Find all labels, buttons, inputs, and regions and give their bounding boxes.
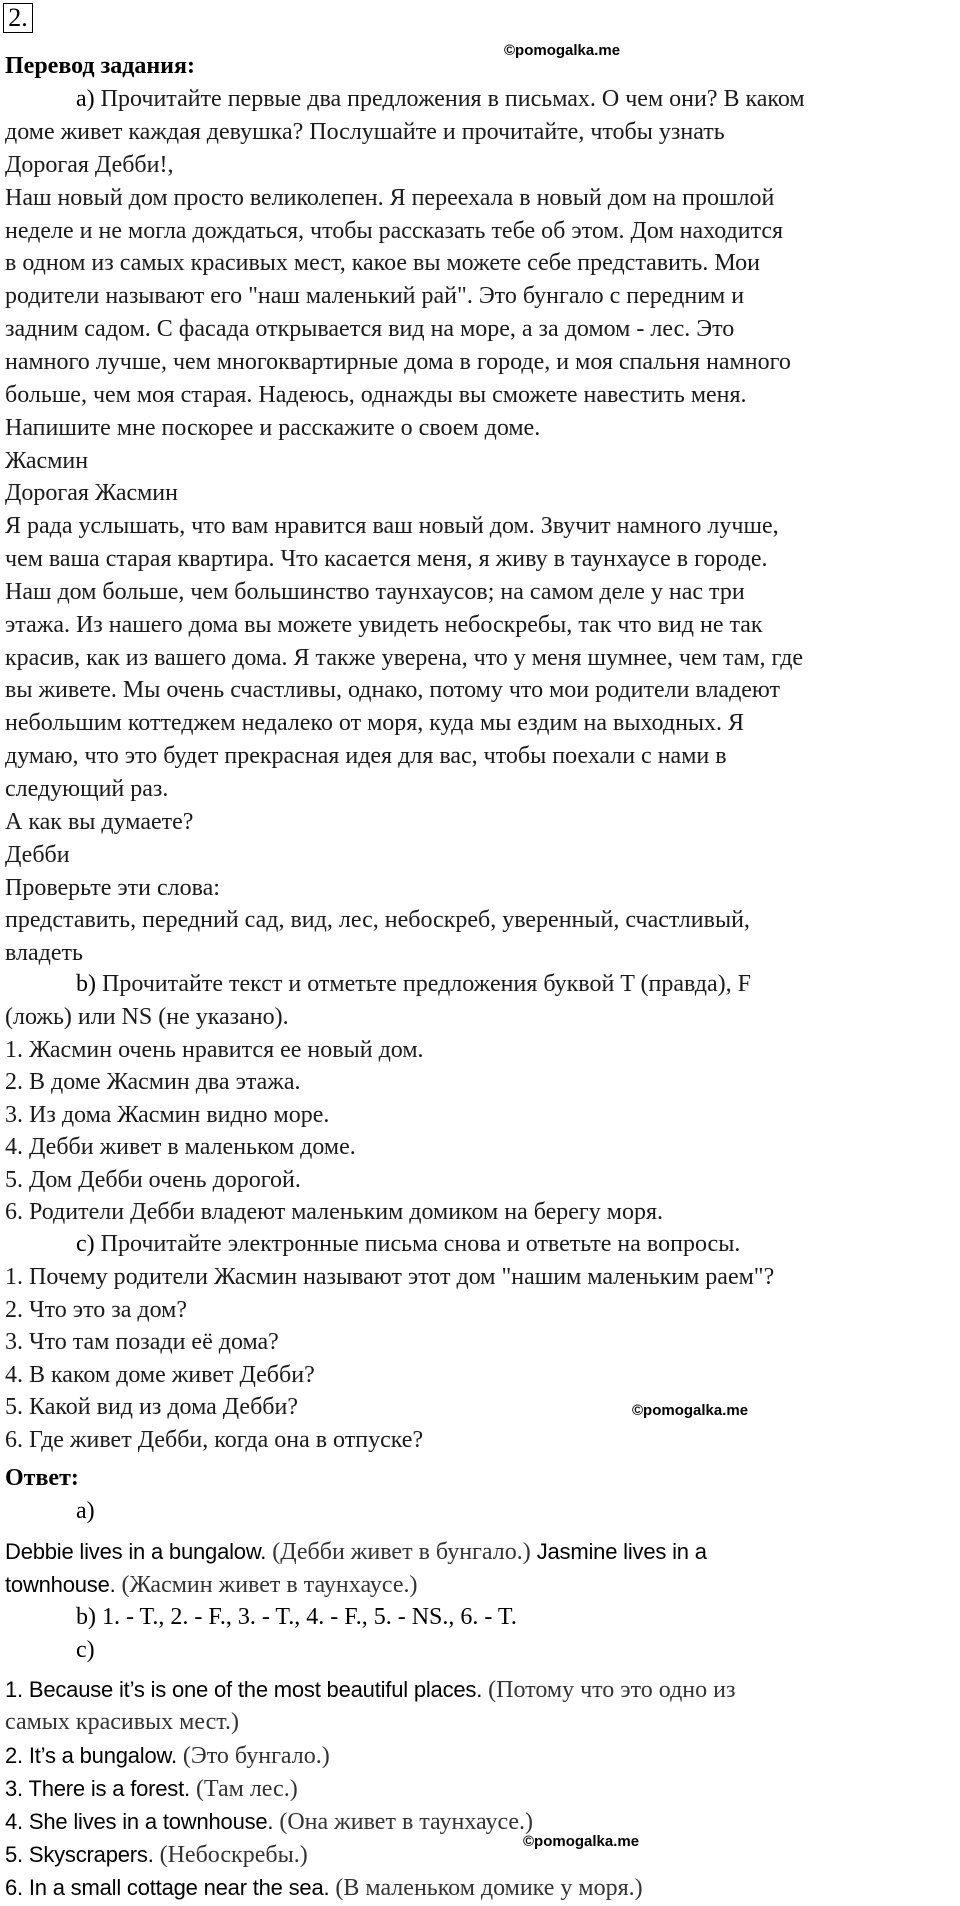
text-line: владеть <box>5 940 83 967</box>
part-text: Прочитайте текст и отметьте предложения буквой T (правда), F <box>96 971 751 997</box>
translation-a-intro <box>76 86 805 113</box>
text-line: А как вы думаете? <box>5 808 194 835</box>
text-line: представить, передний сад, вид, лес, небоскреб, уверенный, счастливый, <box>5 907 750 934</box>
text-line: этажа. Из нашего дома вы можете увидеть небоскребы, так что вид не так <box>5 611 763 638</box>
answer-english-text: 5. Skyscrapers. <box>5 1842 154 1867</box>
answer-russian-text: самых красивых мест.) <box>5 1709 239 1735</box>
part-text: Прочитайте первые два предложения в письмах. О чем они? В каком <box>94 86 805 112</box>
text-line: 5. Дом Дебби очень дорогой. <box>5 1166 301 1193</box>
text-line: неделе и не могла дождаться, чтобы рассказать тебе об этом. Дом находится <box>5 217 784 244</box>
text-line: 3. Из дома Жасмин видно море. <box>5 1101 330 1128</box>
text-line: небольшим коттеджем недалеко от моря, куда мы ездим на выходных. Я <box>5 710 745 737</box>
answer-c-line <box>5 1742 330 1770</box>
text-line: доме живет каждая девушка? Послушайте и прочитайте, чтобы узнать <box>5 119 725 145</box>
task-number: 2. <box>3 3 33 33</box>
text-line: 5. Какой вид из дома Дебби? <box>5 1394 299 1420</box>
answer-russian-text: (Там лес.) <box>189 1776 298 1802</box>
text-line: следующий раз. <box>5 776 169 802</box>
translation-heading: Перевод задания: <box>5 53 195 79</box>
answer-c-line <box>5 1775 298 1803</box>
text-line: Дорогая Дебби!, <box>5 151 174 178</box>
text-line: намного лучше, чем многоквартирные дома в городе, и моя спальня намного <box>5 348 791 375</box>
text-line: родители называют его "наш маленький рай". Это бунгало с передним и <box>5 283 745 310</box>
answer-a-line <box>5 1538 707 1566</box>
text-line: Дебби <box>5 841 70 868</box>
text-line: 4. В каком доме живет Дебби? <box>5 1361 315 1388</box>
text-line: 4. Дебби живет в маленьком доме. <box>5 1134 356 1160</box>
answer-russian-text: (В маленьком домике у моря.) <box>329 1875 643 1901</box>
text-line: Напишите мне поскорее и расскажите о своем доме. <box>5 414 541 441</box>
text-line: в одном из самых красивых мест, какое вы можете себе представить. Мои <box>5 250 760 277</box>
part-label: a) <box>76 86 95 112</box>
answer-a-line <box>5 1571 417 1599</box>
answer-c-line <box>5 1676 735 1704</box>
watermark: ©pomogalka.me <box>523 1833 640 1850</box>
answer-a-label: a) <box>76 1498 95 1524</box>
answer-english-text: 4. She lives in a townhouse. <box>5 1809 274 1834</box>
text-line: Жасмин <box>5 447 89 474</box>
answer-heading: Ответ: <box>5 1465 79 1491</box>
text-line: 1. Жасмин очень нравится ее новый дом. <box>5 1036 424 1063</box>
text-line: задним садом. С фасада открывается вид на море, а за домом - лес. Это <box>5 316 735 343</box>
text-line: Наш новый дом просто великолепен. Я переехала в новый дом на прошлой <box>5 184 775 211</box>
answer-english-text: Debbie lives in a bungalow. <box>5 1539 267 1564</box>
answer-c-line <box>5 1709 239 1736</box>
text-line: красив, как из вашего дома. Я также уверена, что у меня шумнее, чем там, где <box>5 644 804 671</box>
answer-c-line <box>5 1841 308 1869</box>
answer-c-label: c) <box>76 1637 95 1663</box>
text-line: Дорогая Жасмин <box>5 480 178 507</box>
part-label: b) <box>76 971 96 997</box>
answer-b-line: b) 1. - T., 2. - F., 3. - T., 4. - F., 5. - NS., 6. - T. <box>76 1604 517 1630</box>
text-line: 1. Почему родители Жасмин называют этот дом "нашим маленьким раем"? <box>5 1264 775 1290</box>
answer-english-text: 1. Because it’s is one of the most beautiful places. <box>5 1677 483 1702</box>
text-line: 2. В доме Жасмин два этажа. <box>5 1069 301 1095</box>
text-line: вы живете. Мы очень счастливы, однако, потому что мои родители владеют <box>5 677 781 704</box>
answer-russian-text: (Дебби живет в бунгало.) <box>266 1539 537 1565</box>
answer-c-line <box>5 1874 643 1902</box>
answer-english-text: Jasmine lives in a <box>536 1539 707 1564</box>
translation-b-intro <box>76 971 751 998</box>
watermark: ©pomogalka.me <box>504 42 621 59</box>
answer-russian-text: (Жасмин живет в таунхаусе.) <box>115 1572 418 1598</box>
answer-russian-text: (Небоскребы.) <box>153 1842 308 1868</box>
text-line: больше, чем моя старая. Надеюсь, однажды вы сможете навестить меня. <box>5 381 747 408</box>
watermark: ©pomogalka.me <box>632 1402 749 1419</box>
answer-russian-text: (Потому что это одно из <box>482 1677 736 1703</box>
answer-english-text: townhouse. <box>5 1572 116 1597</box>
text-line: 6. Где живет Дебби, когда она в отпуске? <box>5 1426 424 1453</box>
answer-russian-text: (Она живет в таунхаусе.) <box>273 1809 534 1835</box>
answer-c-line <box>5 1808 533 1836</box>
answer-english-text: 3. There is a forest. <box>5 1776 190 1801</box>
answer-russian-text: (Это бунгало.) <box>176 1743 330 1769</box>
translation-c-intro <box>76 1231 740 1258</box>
text-line: 6. Родители Дебби владеют маленьким домиком на берегу моря. <box>5 1199 663 1225</box>
answer-english-text: 6. In a small cottage near the sea. <box>5 1875 330 1900</box>
text-line: Проверьте эти слова: <box>5 874 220 901</box>
text-line: думаю, что это будет прекрасная идея для вас, чтобы поехали с нами в <box>5 743 727 770</box>
text-line: Наш дом больше, чем большинство таунхаусов; на самом деле у нас три <box>5 578 745 605</box>
text-line: Я рада услышать, что вам нравится ваш новый дом. Звучит намного лучше, <box>5 513 779 540</box>
answer-english-text: 2. It’s a bungalow. <box>5 1743 177 1768</box>
text-line: (ложь) или NS (не указано). <box>5 1004 289 1030</box>
part-label: c) <box>76 1231 95 1257</box>
text-line: 2. Что это за дом? <box>5 1296 187 1323</box>
text-line: 3. Что там позади её дома? <box>5 1329 279 1355</box>
part-text: Прочитайте электронные письма снова и ответьте на вопросы. <box>94 1231 741 1257</box>
text-line: чем ваша старая квартира. Что касается меня, я живу в таунхаусе в городе. <box>5 546 768 573</box>
